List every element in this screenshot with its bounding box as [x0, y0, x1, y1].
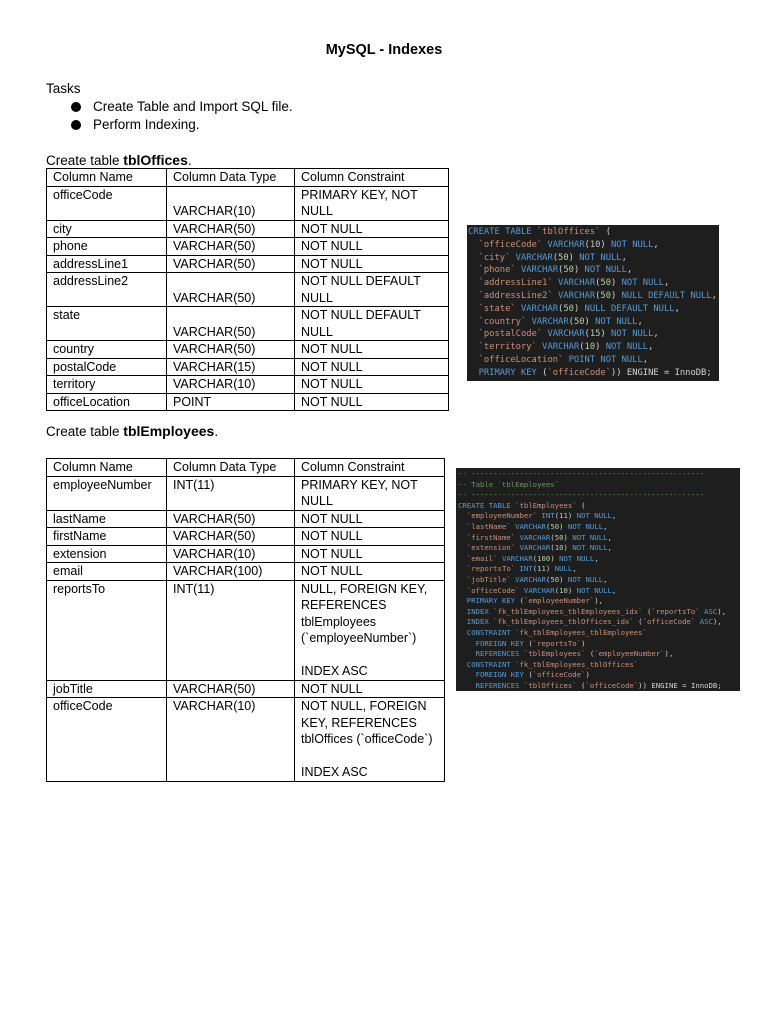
code-line: `addressLine1` VARCHAR(50) NOT NULL,: [478, 278, 670, 289]
code-line: `addressLine2` VARCHAR(50) NULL DEFAULT NULL,: [478, 290, 717, 301]
data-type-cell: VARCHAR(10): [167, 545, 295, 563]
data-type-cell: VARCHAR(10): [167, 186, 295, 220]
heading-prefix: Create table: [46, 153, 124, 168]
bullet-icon: [71, 102, 81, 112]
code-line: CONSTRAINT `fk_tblEmployees_tblOffices`: [466, 659, 639, 669]
column-name-cell: employeeNumber: [47, 476, 167, 510]
table-row: [47, 238, 449, 256]
tasks-heading: Tasks: [46, 81, 81, 96]
task-text: Create Table and Import SQL file.: [93, 99, 293, 114]
table-row: [47, 358, 449, 376]
column-name-cell: officeCode: [47, 698, 167, 782]
column-header: Column Data Type: [167, 169, 295, 187]
code-line: `officeCode` VARCHAR(10) NOT NULL,: [466, 585, 617, 595]
task-text: Perform Indexing.: [93, 117, 200, 132]
table-row: [47, 476, 445, 510]
constraint-cell: NOT NULL: [295, 528, 445, 546]
constraint-cell: [295, 698, 445, 782]
data-type-cell: POINT: [167, 393, 295, 411]
column-header: Column Constraint: [295, 169, 449, 187]
heading-suffix: .: [214, 424, 219, 439]
code-line: `territory` VARCHAR(10) NOT NULL,: [478, 342, 654, 353]
table-row: [47, 510, 445, 528]
code-line: FOREIGN KEY (`officeCode`): [475, 670, 590, 680]
data-type-cell: VARCHAR(15): [167, 358, 295, 376]
data-type-cell: VARCHAR(50): [167, 255, 295, 273]
code-line: PRIMARY KEY (`officeCode`)) ENGINE = InnoDB;: [478, 367, 712, 378]
data-type-cell: VARCHAR(50): [167, 220, 295, 238]
data-type-cell: VARCHAR(50): [167, 680, 295, 698]
code-line: -- Table `tblEmployees`: [458, 479, 560, 489]
constraint-cell: NOT NULL: [295, 341, 449, 359]
column-name-cell: territory: [47, 376, 167, 394]
code-line: `phone` VARCHAR(50) NOT NULL,: [478, 265, 633, 276]
task-item: [70, 116, 293, 134]
data-type-cell: VARCHAR(100): [167, 563, 295, 581]
heading-prefix: Create table: [46, 424, 124, 439]
table-row: [47, 341, 449, 359]
code-line: INDEX `fk_tblEmployees_tblEmployees_idx` (`reportsTo` ASC),: [466, 606, 727, 616]
constraint-cell: PRIMARY KEY, NOT NULL: [295, 476, 445, 510]
constraint-cell: NOT NULL: [295, 393, 449, 411]
column-name-cell: reportsTo: [47, 580, 167, 680]
code-line: `officeLocation` POINT NOT NULL,: [478, 354, 649, 365]
table-header-row: [47, 459, 445, 477]
code-line: INDEX `fk_tblEmployees_tblOffices_idx` (`officeCode` ASC),: [466, 617, 722, 627]
table-row: [47, 528, 445, 546]
task-item: [70, 98, 293, 116]
data-type-cell: VARCHAR(50): [167, 510, 295, 528]
table-row: [47, 580, 445, 680]
table-row: [47, 273, 449, 307]
code-line: `jobTitle` VARCHAR(50) NOT NULL,: [466, 574, 608, 584]
constraint-cell: NOT NULL: [295, 220, 449, 238]
index-note: INDEX ASC: [301, 664, 368, 678]
column-name-cell: addressLine2: [47, 273, 167, 307]
data-type-cell: VARCHAR(10): [167, 376, 295, 394]
data-type-cell: VARCHAR(50): [167, 341, 295, 359]
table-row: [47, 393, 449, 411]
column-name-cell: addressLine1: [47, 255, 167, 273]
constraint-cell: NOT NULL: [295, 358, 449, 376]
code-line: `firstName` VARCHAR(50) NOT NULL,: [466, 532, 612, 542]
table-row: [47, 307, 449, 341]
code-line: `lastName` VARCHAR(50) NOT NULL,: [466, 521, 608, 531]
code-line: `city` VARCHAR(50) NOT NULL,: [478, 252, 627, 263]
employees-spec-table: [46, 458, 445, 782]
code-line: REFERENCES `tblEmployees` (`employeeNumber`),: [475, 649, 674, 659]
column-name-cell: postalCode: [47, 358, 167, 376]
column-name-cell: extension: [47, 545, 167, 563]
data-type-cell: INT(11): [167, 476, 295, 510]
offices-sql-code-screenshot: [467, 225, 719, 381]
code-line: FOREIGN KEY (`reportsTo`): [475, 638, 586, 648]
code-line: PRIMARY KEY (`employeeNumber`),: [466, 596, 604, 606]
column-header: Column Data Type: [167, 459, 295, 477]
constraint-cell: NOT NULL: [295, 238, 449, 256]
heading-suffix: .: [187, 153, 192, 168]
constraint-cell: NOT NULL: [295, 563, 445, 581]
constraint-text: NOT NULL, FOREIGN KEY, REFERENCES tblOffices (`officeCode`): [301, 699, 433, 746]
code-line: -- -----------------------------------------------------: [458, 490, 705, 500]
constraint-text: NULL, FOREIGN KEY, REFERENCES tblEmployees (`employeeNumber`): [301, 581, 428, 645]
constraint-cell: NOT NULL: [295, 510, 445, 528]
employees-section-heading: [46, 423, 218, 439]
data-type-cell: INT(11): [167, 580, 295, 680]
code-line: -- -----------------------------------------------------: [458, 469, 705, 478]
spacer: [301, 647, 438, 664]
code-line: `state` VARCHAR(50) NULL DEFAULT NULL,: [478, 303, 680, 314]
constraint-cell: [295, 580, 445, 680]
constraint-cell: NOT NULL DEFAULT NULL: [295, 273, 449, 307]
code-line: `country` VARCHAR(50) NOT NULL,: [478, 316, 643, 327]
column-name-cell: phone: [47, 238, 167, 256]
code-line: CONSTRAINT `fk_tblEmployees_tblEmployees`: [466, 627, 647, 637]
code-line: CREATE TABLE `tblOffices` (: [468, 227, 612, 237]
offices-spec-table: [46, 168, 449, 411]
table-row: [47, 698, 445, 782]
constraint-cell: NOT NULL: [295, 545, 445, 563]
index-note: INDEX ASC: [301, 765, 368, 779]
column-name-cell: city: [47, 220, 167, 238]
column-name-cell: lastName: [47, 510, 167, 528]
code-line: `email` VARCHAR(100) NOT NULL,: [466, 553, 599, 563]
code-line: `extension` VARCHAR(10) NOT NULL,: [466, 543, 612, 553]
document-title: MySQL - Indexes: [325, 42, 443, 58]
column-header: Column Name: [47, 459, 167, 477]
code-line: CREATE TABLE `tblEmployees` (: [458, 500, 586, 510]
offices-section-heading: [46, 152, 192, 168]
table-row: [47, 563, 445, 581]
table-header-row: [47, 169, 449, 187]
code-line: `reportsTo` INT(11) NULL,: [466, 564, 577, 574]
tasks-list: [70, 98, 293, 134]
data-type-cell: VARCHAR(50): [167, 238, 295, 256]
column-name-cell: jobTitle: [47, 680, 167, 698]
column-header: Column Name: [47, 169, 167, 187]
constraint-cell: NOT NULL DEFAULT NULL: [295, 307, 449, 341]
data-type-cell: VARCHAR(50): [167, 273, 295, 307]
column-name-cell: firstName: [47, 528, 167, 546]
column-name-cell: officeLocation: [47, 393, 167, 411]
table-row: [47, 376, 449, 394]
code-line: REFERENCES `tblOffices` (`officeCode`)) ENGINE = InnoDB;: [475, 680, 722, 690]
constraint-cell: NOT NULL: [295, 376, 449, 394]
table-name: tblEmployees: [123, 423, 215, 439]
constraint-cell: NOT NULL: [295, 680, 445, 698]
column-header: Column Constraint: [295, 459, 445, 477]
table-row: [47, 545, 445, 563]
code-line: `postalCode` VARCHAR(15) NOT NULL,: [478, 329, 659, 340]
code-line: `employeeNumber` INT(11) NOT NULL,: [466, 511, 617, 521]
column-name-cell: state: [47, 307, 167, 341]
column-name-cell: country: [47, 341, 167, 359]
code-line: `officeCode` VARCHAR(10) NOT NULL,: [478, 239, 659, 250]
table-row: [47, 680, 445, 698]
constraint-cell: PRIMARY KEY, NOT NULL: [295, 186, 449, 220]
data-type-cell: VARCHAR(50): [167, 528, 295, 546]
table-row: [47, 186, 449, 220]
constraint-cell: NOT NULL: [295, 255, 449, 273]
column-name-cell: email: [47, 563, 167, 581]
data-type-cell: VARCHAR(50): [167, 307, 295, 341]
table-row: [47, 220, 449, 238]
data-type-cell: VARCHAR(10): [167, 698, 295, 782]
bullet-icon: [71, 120, 81, 130]
column-name-cell: officeCode: [47, 186, 167, 220]
table-row: [47, 255, 449, 273]
table-name: tblOffices: [123, 152, 188, 168]
spacer: [301, 748, 438, 765]
employees-sql-code-screenshot: [456, 468, 740, 691]
